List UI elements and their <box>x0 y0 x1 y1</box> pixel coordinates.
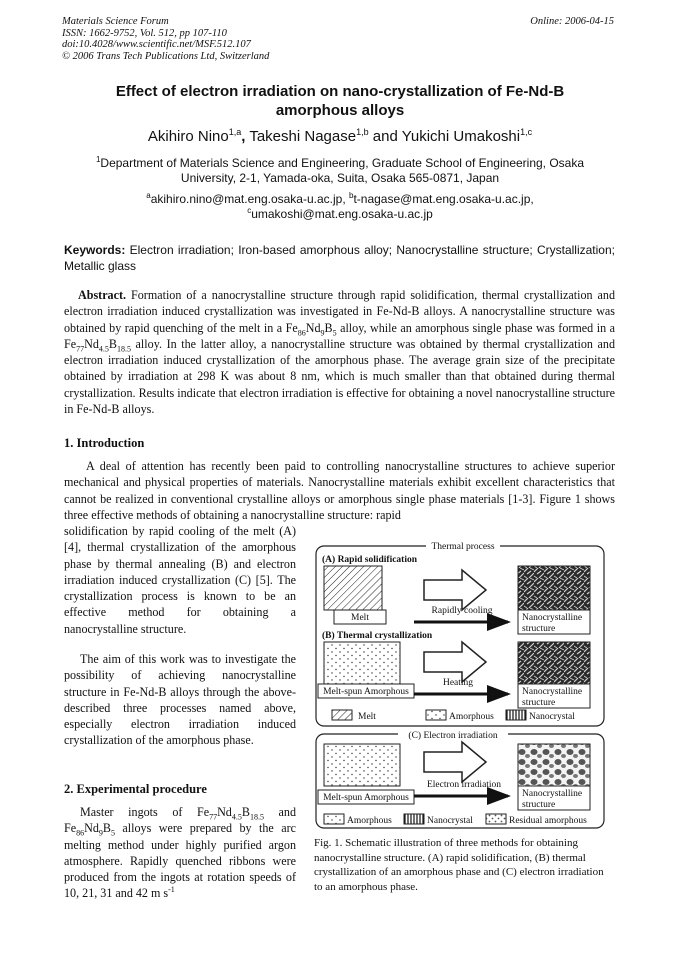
legend-melt: Melt <box>358 712 376 722</box>
figure-caption: Fig. 1. Schematic illustration of three methods for obtaining nanocrystalline structure. (A) rapid solidification, (B) thermal crystallization of an amorphous phase and (C) electron irradiation to an amorphous phase. <box>314 837 604 893</box>
legend-nanocrystal: Nanocrystal <box>529 712 575 722</box>
legend-amorphous-2: Amorphous <box>347 816 392 826</box>
svg-text:Nanocrystalline: Nanocrystalline <box>522 613 583 623</box>
email-link[interactable]: t-nagase@mat.eng.osaka-u.ac.jp, <box>353 192 534 206</box>
svg-text:Nanocrystalline: Nanocrystalline <box>522 687 583 697</box>
legend-residual-amorphous: Residual amorphous <box>509 816 587 826</box>
paper-title: Effect of electron irradiation on nano-crystallization of Fe-Nd-B amorphous alloys <box>115 83 565 119</box>
section-heading-introduction: 1. Introduction <box>64 436 145 450</box>
svg-text:Nanocrystalline: Nanocrystalline <box>522 789 583 799</box>
section-a-title: (A) Rapid solidification <box>322 555 418 565</box>
author-emails: $^a$akihiro.nino@mat.eng.osaka-u.ac.jp, $^b$t-nagase@mat.eng.osaka-u.ac.jp, $^c$umakoshi@mat.eng.osaka-u.ac.jp <box>146 191 534 221</box>
issn: ISSN: 1662-9752, Vol. 512, pp 107-110 <box>62 27 227 39</box>
arrow-a-label: Rapidly cooling <box>431 606 493 616</box>
copyright: © 2006 Trans Tech Publications Ltd, Switzerland <box>62 50 270 62</box>
author-list: Akihiro Nino$^{1,a}$, Takeshi Nagase$^{1,b}$ and Yukichi Umakoshi$^{1,c}$ <box>147 127 533 145</box>
email-link[interactable]: akihiro.nino@mat.eng.osaka-u.ac.jp, <box>150 192 346 206</box>
intro-paragraph-1-cont: solidification by rapid cooling of the melt (A) [4], thermal crystallization of the amorphous phase by thermal annealing (B) and electron irradiation induced crystallization (C) [5]. The crystallization process is known to be an effective method for obtaining a nanocrystalline structure. <box>64 524 296 636</box>
melt-label: Melt <box>351 613 369 623</box>
svg-text:structure: structure <box>522 800 556 810</box>
svg-text:structure: structure <box>522 698 556 708</box>
amorphous-block-b <box>324 642 400 684</box>
abstract: Abstract. Formation of a nanocrystalline structure through rapid solidification, thermal crystallization and electron irradiation induced crystallization was investigated in Fe-Nd-B alloys. A nanocrystalline structure was obtained by rapid quenching of the melt in a $Fe_{86}Nd_9B_5$ alloy, while an amorphous single phase was formed in a $Fe_{77}Nd_{4.5}B_{18.5}$ alloy. In the latter alloy, a nanocrystalline structure was obtained by thermal crystallization and electron irradiation induced crystallization of the amorphous phase. The average grain size of the precipitate obtained by irradiation at 298 K was about 8 nm, which is much smaller than that obtained during thermal crystallization. Results indicate that electron irradiation is effective for obtaining a novel nanocrystalline structure in Fe-Nd-B alloys. <box>64 288 615 417</box>
intro-paragraph-2: The aim of this work was to investigate the possibility of achieving nanocrystalline structure in Fe-Nd-B alloys through the above-described three processes named above, especially electron irradiation induced crystallization of the amorphous phase. <box>64 652 296 748</box>
author: Akihiro Nino <box>147 128 229 145</box>
figure-1-schematic <box>314 538 606 830</box>
melt-block <box>324 566 382 610</box>
amorphous-block-c <box>324 744 400 786</box>
legend-nanocrystal-2: Nanocrystal <box>427 816 473 826</box>
experimental-paragraph: Master ingots of $Fe_{77}Nd_{4.5}B_{18.5}$ and $Fe_{86}Nd_9B_5$ alloys were prepared by the arc melting method under highly purified argon atmosphere. Rapidly quenched ribbons were produced from the ingots at rotation speeds of 10, 21, 31 and 42 m $s^{-1}$ <box>64 805 296 901</box>
email-link[interactable]: umakoshi@mat.eng.osaka-u.ac.jp <box>251 207 433 221</box>
arrow-c-outline <box>424 742 486 782</box>
author: Yukichi Umakoshi <box>401 128 521 145</box>
svg-text:Melt-spun Amorphous: Melt-spun Amorphous <box>323 687 409 697</box>
nanocrystal-block-b <box>518 642 590 684</box>
online-date: Online: 2006-04-15 <box>530 16 614 27</box>
section-b-title: (B) Thermal crystallization <box>322 631 433 641</box>
author: Takeshi Nagase <box>249 128 357 145</box>
arrow-b-label: Heating <box>442 678 474 688</box>
arrow-a-outline <box>424 570 486 610</box>
svg-text:structure: structure <box>522 624 556 634</box>
nanocrystal-block-c <box>518 744 590 786</box>
legend-amorphous: Amorphous <box>449 712 494 722</box>
doi: doi:10.4028/www.scientific.net/MSF.512.107 <box>62 39 251 51</box>
svg-text:Melt-spun Amorphous: Melt-spun Amorphous <box>323 793 409 803</box>
section-heading-experimental: 2. Experimental procedure <box>64 782 207 796</box>
section-c-title: (C) Electron irradiation <box>408 731 498 741</box>
intro-paragraph-1: A deal of attention has recently been paid to controlling nanocrystalline structures to achieve superior mechanical and physical properties of materials. Nanocrystalline materials exhibit excellent characteristics that cannot be realized in conventional crystalline alloys or amorphous single phase materials [1-3]. Figure 1 shows three effective methods of obtaining a nanocrystalline structure: rapid <box>64 459 615 522</box>
arrow-c-label: Electron irradiation <box>426 780 502 790</box>
keywords: Keywords: Electron irradiation; Iron-based amorphous alloy; Nanocrystalline structure; Crystallization; Metallic glass <box>64 243 615 273</box>
journal-name: Materials Science Forum <box>62 16 169 27</box>
nanocrystal-block-a <box>518 566 590 610</box>
journal-header <box>62 16 269 62</box>
arrow-b-outline <box>424 642 486 682</box>
affiliation: $^1$Department of Materials Science and Engineering, Graduate School of Engineering, Osaka University, 2-1, Yamada-oka, Suita, Osaka 565-0871, Japan <box>95 155 585 185</box>
panel-title: Thermal process <box>431 542 495 552</box>
